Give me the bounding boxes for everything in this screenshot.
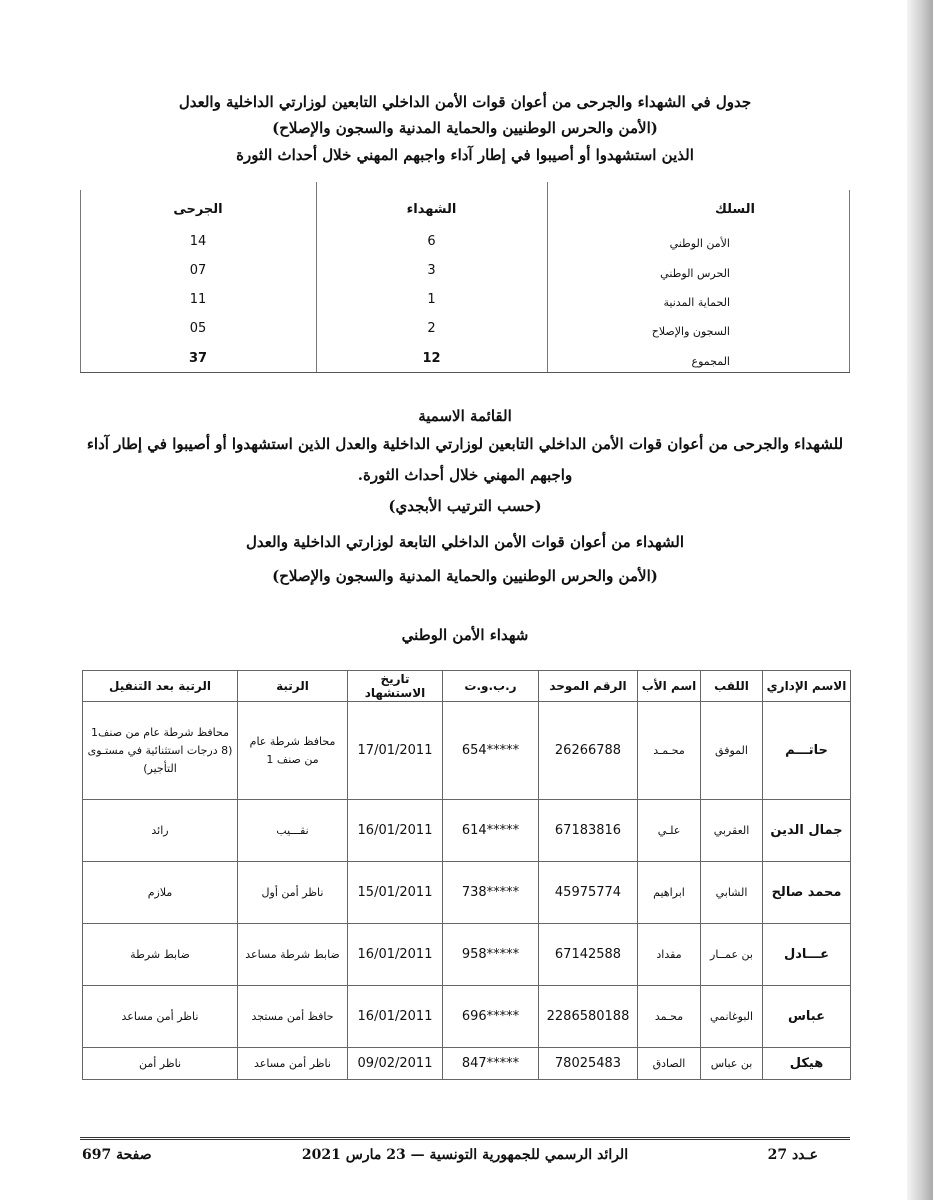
cell-unique-id: 45975774 (539, 862, 638, 924)
summary-divider-2 (547, 182, 548, 372)
col-surname: اللقب (701, 671, 763, 702)
cell-father-name: علـي (638, 800, 701, 862)
cell-date: 16/01/2011 (348, 924, 443, 986)
cell-surname: الشابي (701, 862, 763, 924)
cell-unique-id: 67183816 (539, 800, 638, 862)
table-row (83, 924, 851, 986)
summary-border-left (80, 190, 81, 372)
cell-rank: نقـــيب (238, 800, 348, 862)
list-subtitle-1: الشهداء من أعوان قوات الأمن الداخلي التابعة لوزارتي الداخلية والعدل (245, 533, 685, 551)
cell-first-name: هيكل (763, 1048, 851, 1080)
summary-martyrs-1: 6 (427, 234, 436, 249)
col-first-name: الاسم الإداري (763, 671, 851, 702)
cell-id-card: *****614 (443, 800, 539, 862)
cell-rank-after: محافظ شرطة عام من صنف1 (8 درجات استثنائية في مستـوى التأجير) (83, 702, 238, 800)
summary-martyrs-total: 12 (422, 351, 441, 366)
table-row (83, 862, 851, 924)
summary-injured-1: 14 (189, 234, 207, 249)
footer-journal-title: الرائد الرسمي للجمهورية التونسية (429, 1147, 629, 1163)
cell-rank-after: ناظر أمن مساعد (83, 986, 238, 1048)
cell-unique-id: 78025483 (539, 1048, 638, 1080)
footer-date: 23 مارس 2021 (301, 1147, 406, 1163)
footer-rule (80, 1137, 850, 1138)
summary-martyrs-2: 3 (427, 263, 436, 278)
cell-father-name: محـمد (638, 986, 701, 1048)
table-row (83, 986, 851, 1048)
col-date: تاريخ الاستشهاد (348, 671, 443, 702)
page-edge-shadow (907, 0, 933, 1200)
summary-corps-2: الحرس الوطني (660, 267, 730, 280)
summary-martyrs-4: 2 (427, 321, 436, 336)
list-subtitle-2: (الأمن والحرس الوطنيين والحماية المدنية والسجون والإصلاح) (272, 567, 658, 585)
table-header-row (83, 671, 851, 702)
list-line-2: واجبهم المهني خلال أحداث الثورة. (357, 466, 573, 484)
cell-surname: العقربي (701, 800, 763, 862)
cell-date: 17/01/2011 (348, 702, 443, 800)
col-rank-after: الرتبة بعد التنفيل (83, 671, 238, 702)
cell-rank: ناظر أمن أول (238, 862, 348, 924)
cell-date: 09/02/2011 (348, 1048, 443, 1080)
cell-first-name: حاتـــم (763, 702, 851, 800)
col-rank: الرتبة (238, 671, 348, 702)
cell-first-name: عباس (763, 986, 851, 1048)
cell-rank-after: رائد (83, 800, 238, 862)
cell-id-card: *****958 (443, 924, 539, 986)
summary-corps-4: السجون والإصلاح (651, 325, 730, 338)
summary-injured-total: 37 (188, 351, 208, 366)
summary-corps-total: المجموع (691, 355, 730, 368)
summary-martyrs-3: 1 (427, 292, 436, 307)
header-line-1: جدول في الشهداء والجرحى من أعوان قوات الأمن الداخلي التابعين لوزارتي الداخلية والعدل (178, 93, 752, 111)
list-title: القائمة الاسمية (418, 407, 512, 425)
table-row (83, 702, 851, 800)
summary-injured-3: 11 (189, 292, 207, 307)
cell-id-card: *****654 (443, 702, 539, 800)
cell-father-name: الصادق (638, 1048, 701, 1080)
cell-surname: بن عباس (701, 1048, 763, 1080)
table-row (83, 1048, 851, 1080)
cell-rank: محافظ شرطة عام من صنف 1 (238, 702, 348, 800)
cell-date: 15/01/2011 (348, 862, 443, 924)
section-title: شهداء الأمن الوطني (401, 626, 529, 644)
cell-first-name: جمال الدين (763, 800, 851, 862)
cell-unique-id: 26266788 (539, 702, 638, 800)
summary-corps-1: الأمن الوطني (669, 237, 730, 250)
header-line-2: (الأمن والحرس الوطنيين والحماية المدنية والسجون والإصلاح) (272, 119, 658, 137)
header-line-3: الذين استشهدوا أو أصيبوا في إطار آداء واجبهم المهني خلال أحداث الثورة (236, 146, 694, 164)
cell-unique-id: 2286580188 (539, 986, 638, 1048)
cell-first-name: محمد صالح (763, 862, 851, 924)
col-unique-id: الرقم الموحد (539, 671, 638, 702)
footer-dash: — (410, 1147, 425, 1163)
martyrs-table (82, 670, 851, 1080)
summary-header-corps: السلك (715, 202, 755, 217)
cell-surname: البوغانمي (701, 986, 763, 1048)
cell-rank: ناظر أمن مساعد (238, 1048, 348, 1080)
cell-father-name: محـمـد (638, 702, 701, 800)
summary-header-injured: الجرحى (173, 202, 223, 217)
list-line-1: للشهداء والجرحى من أعوان قوات الأمن الداخلي التابعين لوزارتي الداخلية والعدل الذين استشهدوا أو أصيبوا في إطار آداء (86, 435, 844, 453)
cell-rank: ضابط شرطة مساعد (238, 924, 348, 986)
footer-rule (80, 1139, 850, 1140)
col-id-card: ر.ب.و.ت (443, 671, 539, 702)
cell-id-card: *****696 (443, 986, 539, 1048)
summary-corps-3: الحماية المدنية (663, 296, 730, 309)
cell-id-card: *****847 (443, 1048, 539, 1080)
cell-rank-after: ضابط شرطة (83, 924, 238, 986)
cell-date: 16/01/2011 (348, 800, 443, 862)
cell-father-name: ابراهيم (638, 862, 701, 924)
cell-date: 16/01/2011 (348, 986, 443, 1048)
cell-rank: حافظ أمن مستجد (238, 986, 348, 1048)
footer-journal (300, 1147, 630, 1163)
table-row (83, 800, 851, 862)
cell-id-card: *****738 (443, 862, 539, 924)
cell-father-name: مقداد (638, 924, 701, 986)
cell-surname: بن عمــار (701, 924, 763, 986)
summary-injured-4: 05 (189, 321, 207, 336)
cell-unique-id: 67142588 (539, 924, 638, 986)
cell-rank-after: ملازم (83, 862, 238, 924)
summary-injured-2: 07 (189, 263, 207, 278)
summary-table (80, 190, 850, 373)
cell-rank-after: ناظر أمن (83, 1048, 238, 1080)
cell-surname: الموفق (701, 702, 763, 800)
footer-issue: عـدد 27 (767, 1147, 818, 1163)
footer-page-number: صفحة 697 (82, 1147, 152, 1163)
summary-header-martyrs: الشهداء (406, 202, 457, 217)
summary-border-right (849, 190, 850, 372)
list-order-note: (حسب الترتيب الأبجدي) (388, 497, 542, 515)
col-father-name: اسم الأب (638, 671, 701, 702)
cell-first-name: عـــادل (763, 924, 851, 986)
